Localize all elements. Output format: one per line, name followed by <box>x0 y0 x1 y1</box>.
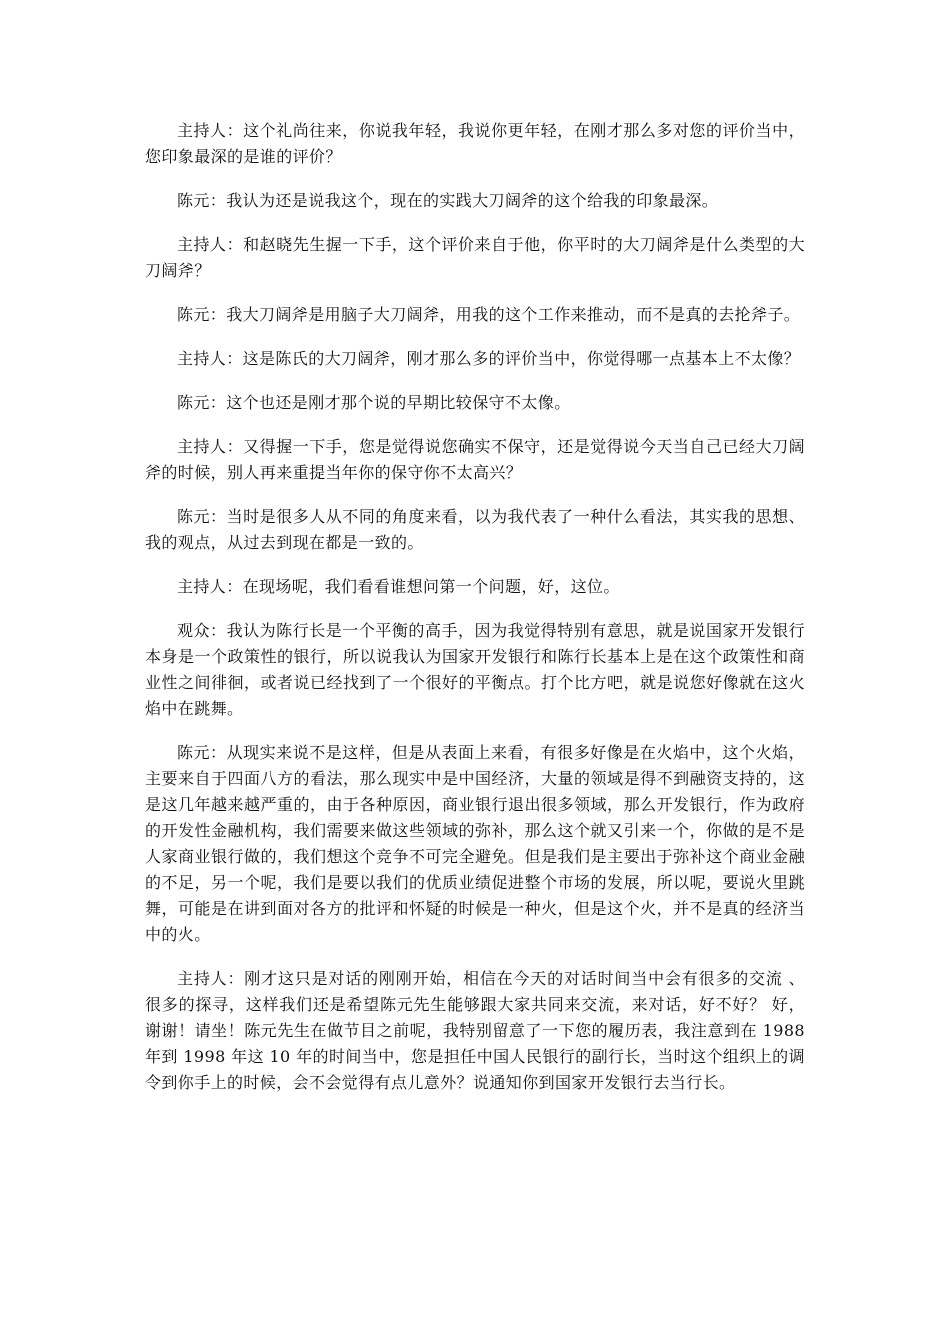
paragraph-chenyuan-answer-4: 陈元：当时是很多人从不同的角度来看，以为我代表了一种什么看法，其实我的思想、我的观点，从过去到现在都是一致的。 <box>145 507 805 552</box>
paragraph-host-question-3: 主持人：这是陈氏的大刀阔斧，刚才那么多的评价当中，你觉得哪一点基本上不太像？ <box>177 349 801 368</box>
paragraph-chenyuan-answer-2: 陈元：我大刀阔斧是用脑子大刀阔斧，用我的这个工作来推动，而不是真的去抡斧子。 <box>177 305 801 324</box>
document-page <box>145 118 805 1114</box>
paragraph-host-question-4: 主持人：又得握一下手，您是觉得说您确实不保守，还是觉得说今天当自己已经大刀阔斧的时候，别人再来重提当年你的保守你不太高兴？ <box>145 437 805 482</box>
paragraph-chenyuan-answer-5: 陈元：从现实来说不是这样，但是从表面上来看，有很多好像是在火焰中，这个火焰，主要来自于四面八方的看法，那么现实中是中国经济，大量的领域是得不到融资支持的，这是这几年越来越严重的，由于各种原因，商业银行退出很多领域，那么开发银行，作为政府的开发性金融机构，我们需要来做这些领域的弥补，那么这个就又引来一个，你做的是不是人家商业银行做的，我们想这个竞争不可完全避免。但是我们是主要出于弥补这个商业金融的不足，另一个呢，我们是要以我们的优质业绩促进整个市场的发展，所以呢，要说火里跳舞，可能是在讲到面对各方的批评和怀疑的时候是一种火，但是这个火，并不是真的经济当中的火。 <box>145 743 805 944</box>
paragraph-audience-question: 观众：我认为陈行长是一个平衡的高手，因为我觉得特别有意思，就是说国家开发银行本身是一个政策性的银行，所以说我认为国家开发银行和陈行长基本上是在这个政策性和商业性之间徘徊，或者说已经找到了一个很好的平衡点。打个比方吧，就是说您好像就在这火焰中在跳舞。 <box>145 621 805 718</box>
paragraph-host-question-5: 主持人：刚才这只是对话的刚刚开始，相信在今天的对话时间当中会有很多的交流 、很多的探寻，这样我们还是希望陈元先生能够跟大家共同来交流，来对话，好不好？ 好，谢谢！请坐！陈元先生在做节目之前呢，我特别留意了一下您的履历表，我注意到在 1988 年到 1998 年这 10 年的时间当中，您是担任中国人民银行的副行长，当时这个组织上的调令到你手上的时候，会不会觉得有点儿意外？说通知你到国家开发银行去当行长。 <box>145 969 805 1092</box>
paragraph-chenyuan-answer-3: 陈元：这个也还是刚才那个说的早期比较保守不太像。 <box>177 393 571 412</box>
paragraph-chenyuan-answer-1: 陈元：我认为还是说我这个，现在的实践大刀阔斧的这个给我的印象最深。 <box>177 191 719 210</box>
paragraph-host-question-1: 主持人：这个礼尚往来，你说我年轻，我说你更年轻，在刚才那么多对您的评价当中，您印象最深的是谁的评价？ <box>145 121 805 166</box>
paragraph-host-invite-audience: 主持人：在现场呢，我们看看谁想问第一个问题，好，这位。 <box>177 577 620 596</box>
paragraph-host-question-2: 主持人：和赵晓先生握一下手，这个评价来自于他，你平时的大刀阔斧是什么类型的大刀阔斧？ <box>145 235 805 280</box>
